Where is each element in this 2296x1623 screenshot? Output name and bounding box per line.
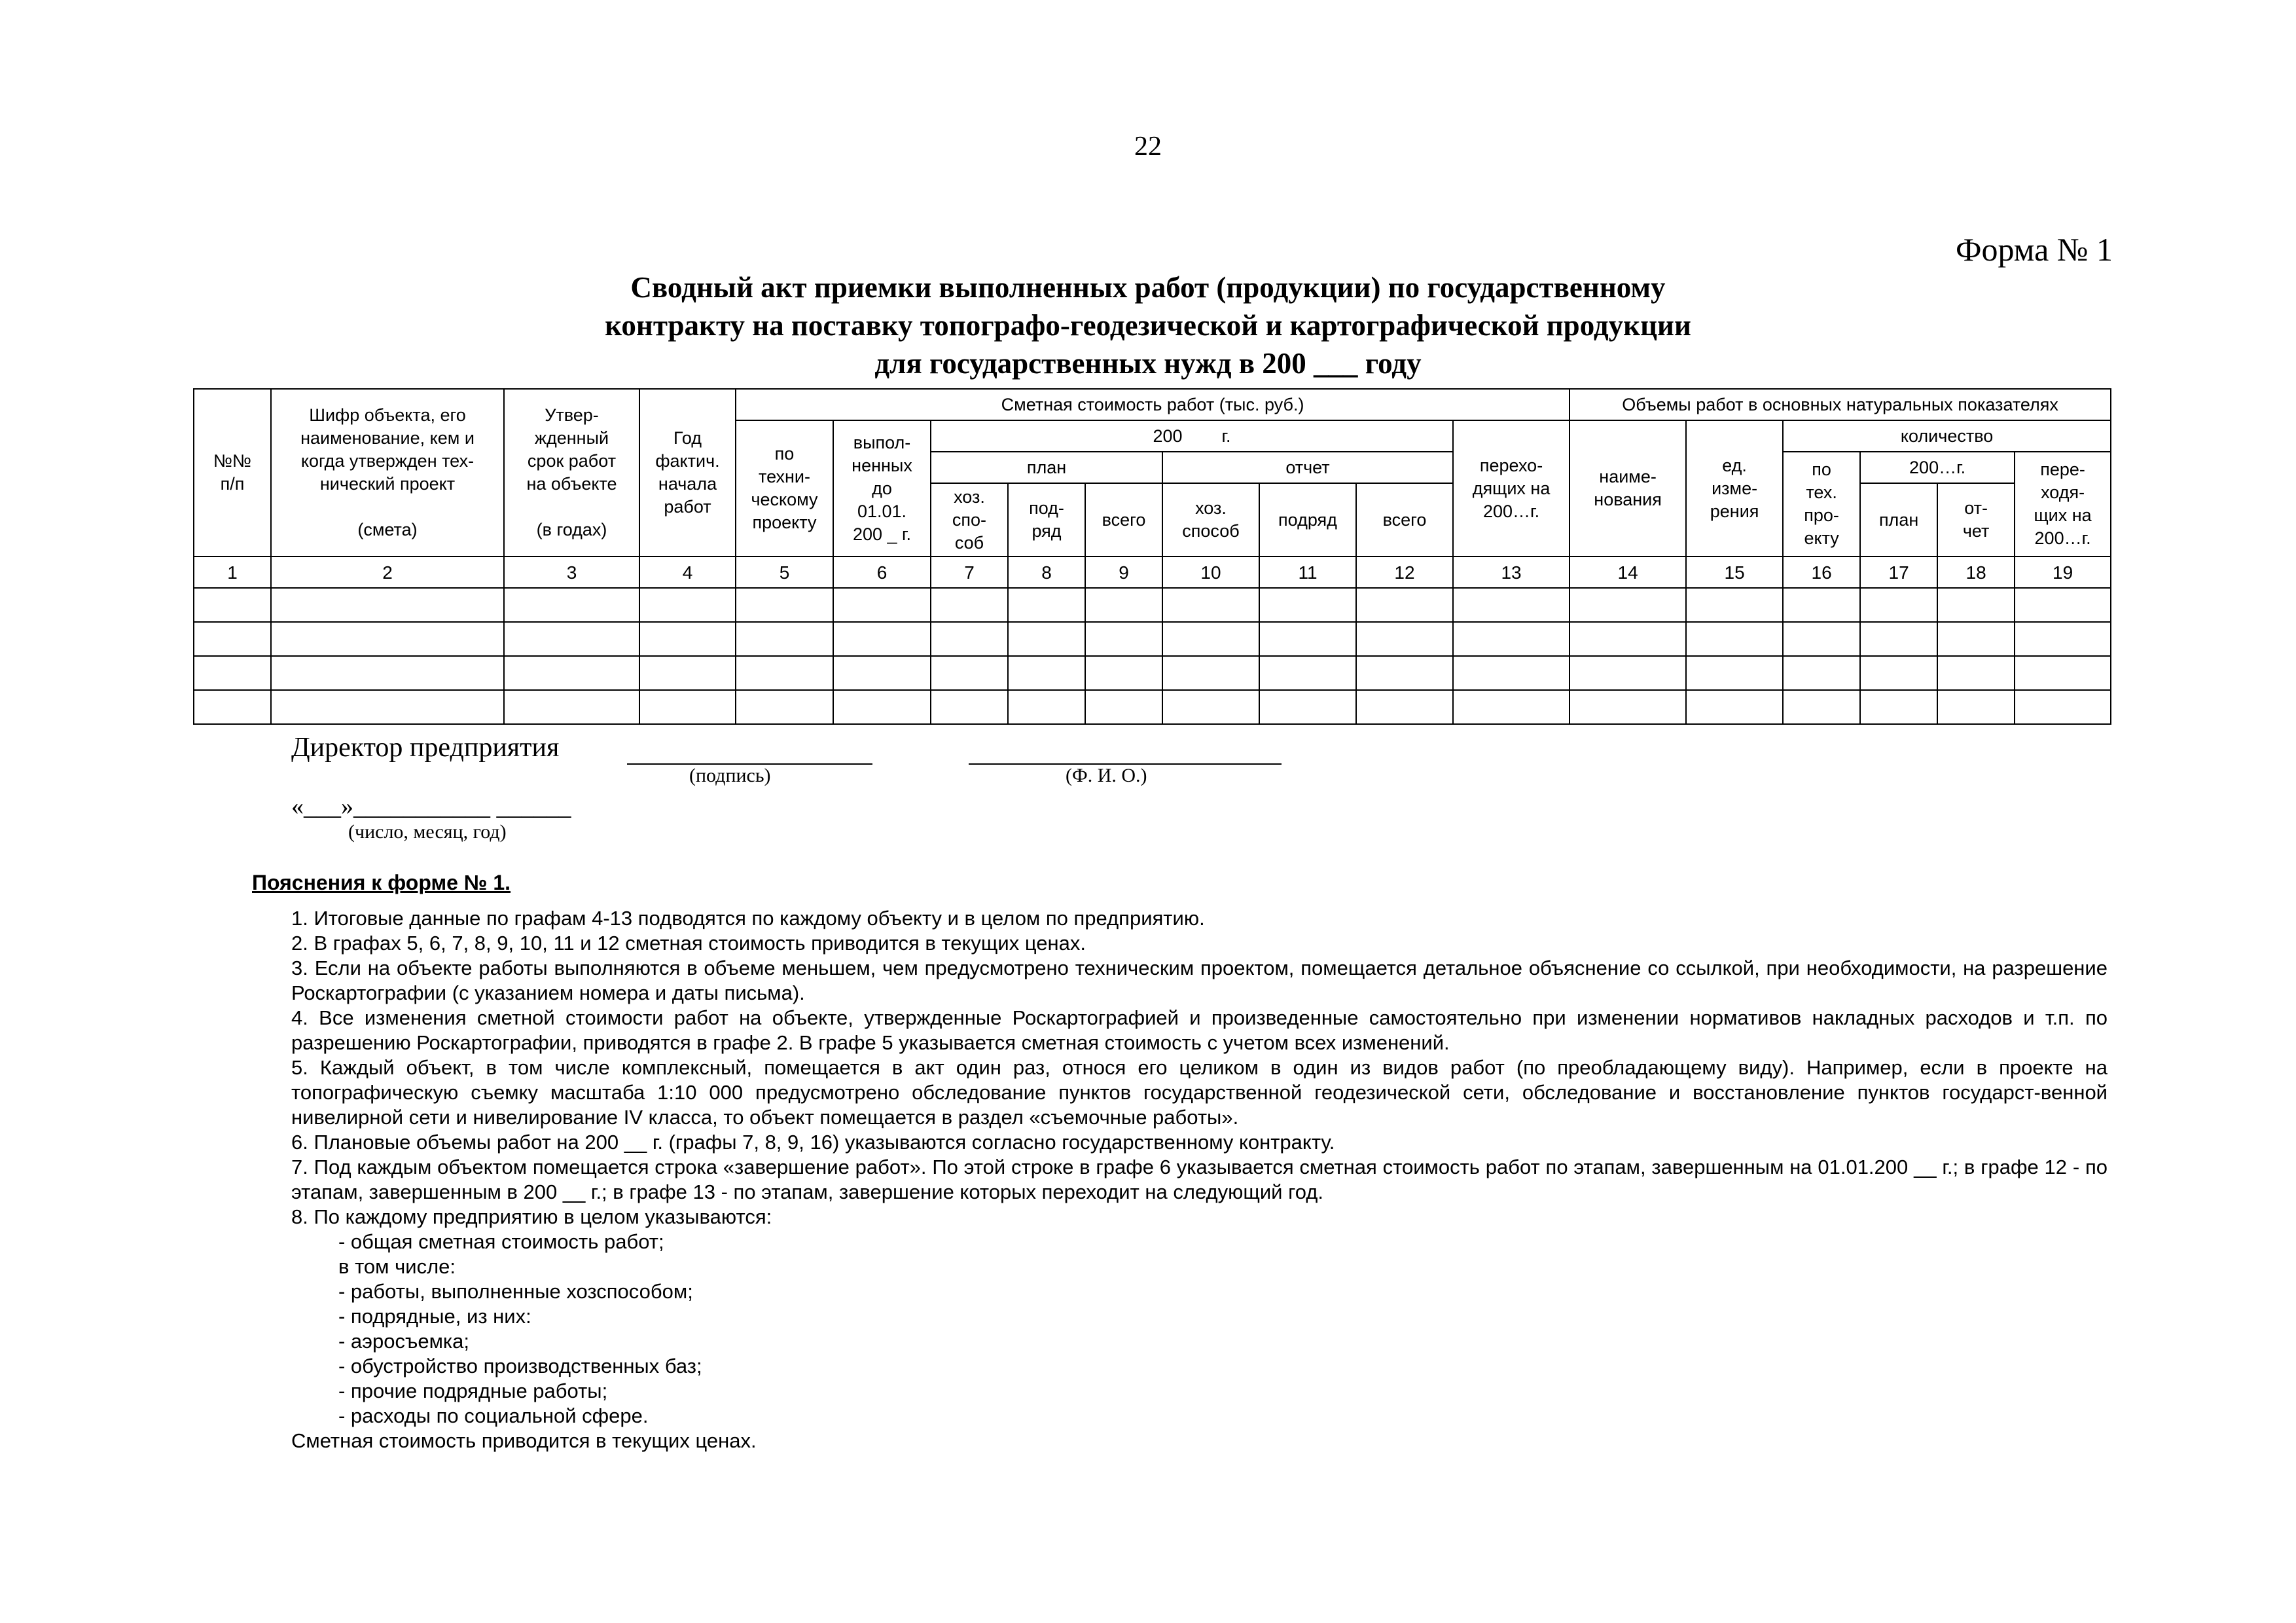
header-term: Утвер- жденный срок работ на объекте (в годах) bbox=[504, 389, 639, 556]
header-carry: перехо- дящих на 200…г. bbox=[1453, 420, 1570, 556]
col-num: 8 bbox=[1008, 556, 1085, 588]
col-num: 12 bbox=[1356, 556, 1453, 588]
note-item: 1. Итоговые данные по графам 4-13 подводятся по каждому объекту и в целом по предприятию. bbox=[291, 907, 1205, 930]
header-year-group: 200 г. bbox=[931, 420, 1453, 452]
header-qty-carry: пере- ходя- щих на 200…г. bbox=[2015, 452, 2111, 556]
note-sub-item: - обустройство производственных баз; bbox=[338, 1355, 702, 1377]
note-item: 3. Если на объекте работы выполняются в объеме меньшем, чем предусмотрено техническим проектом, помещается детальное объяснение со ссылкой, при необходимости, на разрешение Роскартографии (с указанием номера и даты письма). bbox=[291, 957, 2108, 1004]
note-item: 2. В графах 5, 6, 7, 8, 9, 10, 11 и 12 сметная стоимость приводится в текущих ценах. bbox=[291, 932, 1086, 955]
note-sub-item: - общая сметная стоимость работ; bbox=[338, 1230, 664, 1253]
header-start-year: Год фактич. начала работ bbox=[639, 389, 736, 556]
note-sub-item: - аэросъемка; bbox=[338, 1330, 470, 1353]
note-sub-item: - подрядные, из них: bbox=[338, 1305, 531, 1328]
col-num: 2 bbox=[271, 556, 504, 588]
note-sub-item: - прочие подрядные работы; bbox=[338, 1379, 608, 1402]
title-line-1: Сводный акт приемки выполненных работ (продукции) по государственному bbox=[630, 271, 1666, 304]
col-num: 14 bbox=[1570, 556, 1686, 588]
table-row bbox=[194, 690, 2111, 724]
document-title bbox=[0, 268, 2296, 382]
col-num: 6 bbox=[833, 556, 931, 588]
note-sub-item: - расходы по социальной сфере. bbox=[338, 1404, 649, 1427]
table-row bbox=[194, 656, 2111, 690]
header-name: наиме- нования bbox=[1570, 420, 1686, 556]
table-row bbox=[194, 588, 2111, 622]
header-unit: ед. изме- рения bbox=[1686, 420, 1783, 556]
header-plan-total: всего bbox=[1085, 483, 1162, 556]
col-num: 17 bbox=[1860, 556, 1937, 588]
note-item: 6. Плановые объемы работ на 200 __ г. (графы 7, 8, 9, 16) указываются согласно государственному контракту. bbox=[291, 1131, 1335, 1154]
note-item: 7. Под каждым объектом помещается строка «завершение работ». По этой строке в графе 6 указывается сметная стоимость работ по этапам, завершенным на 01.01.200 __ г.; в графе 12 - по этапам, завершенным в 200 __ г.; в графе 13 - по этапам, завершение которых переходит на следующий год. bbox=[291, 1156, 2108, 1203]
header-qty-group: количество bbox=[1783, 420, 2111, 452]
note-sub-item: в том числе: bbox=[338, 1255, 456, 1278]
header-qty-year: 200…г. bbox=[1860, 452, 2015, 483]
col-num: 1 bbox=[194, 556, 271, 588]
note-item: 5. Каждый объект, в том числе комплексный, помещается в акт один раз, относя его целиком в один из видов работ (по преобладающему виду). Например, если в проекте на топографическую съемку масштаба 1:10 000 предусмотрено обследование пунктов государственной геодезической сети, обследование и восстановление пунктов государст-венной нивелирной сети и нивелирование IV класса, то объект помещается в раздел «съемочные работы». bbox=[291, 1056, 2108, 1129]
fio-hint: (Ф. И. О.) bbox=[1066, 765, 1147, 786]
note-item: 4. Все изменения сметной стоимости работ на объекте, утвержденные Роскартографией и произведенные самостоятельно при изменении нормативов накладных расходов и т.п. по разрешению Роскартографии, приводятся в графе 2. В графе 5 указывается сметная стоимость с учетом всех изменений. bbox=[291, 1006, 2108, 1054]
header-plan: план bbox=[931, 452, 1162, 483]
header-report: отчет bbox=[1162, 452, 1453, 483]
note-item: 8. По каждому предприятию в целом указываются: bbox=[291, 1205, 772, 1228]
header-qty-plan: план bbox=[1860, 483, 1937, 556]
col-num: 16 bbox=[1783, 556, 1860, 588]
col-num: 4 bbox=[639, 556, 736, 588]
note-final: Сметная стоимость приводится в текущих ценах. bbox=[291, 1429, 757, 1452]
col-num: 19 bbox=[2015, 556, 2111, 588]
header-tech-project: по техни- ческому проекту bbox=[736, 420, 833, 556]
header-qty-tech: по тех. про- екту bbox=[1783, 452, 1860, 556]
notes-body bbox=[291, 906, 2108, 1453]
notes-title: Пояснения к форме № 1. bbox=[252, 871, 511, 894]
title-line-2: контракту на поставку топографо-геодезической и картографической продукции bbox=[605, 309, 1691, 342]
director-label: Директор предприятия bbox=[291, 733, 560, 763]
col-num: 13 bbox=[1453, 556, 1570, 588]
title-line-3: для государственных нужд в 200 ___ году bbox=[874, 347, 1422, 380]
col-num: 5 bbox=[736, 556, 833, 588]
header-done: выпол- ненных до 01.01. 200 _ г. bbox=[833, 420, 931, 556]
col-num: 9 bbox=[1085, 556, 1162, 588]
acceptance-table bbox=[193, 388, 2111, 725]
header-report-total: всего bbox=[1356, 483, 1453, 556]
col-num: 7 bbox=[931, 556, 1008, 588]
col-num: 18 bbox=[1937, 556, 2015, 588]
header-qty-report: от- чет bbox=[1937, 483, 2015, 556]
col-num: 15 bbox=[1686, 556, 1783, 588]
col-num: 3 bbox=[504, 556, 639, 588]
header-plan-podr: под- ряд bbox=[1008, 483, 1085, 556]
header-cost-group: Сметная стоимость работ (тыс. руб.) bbox=[736, 389, 1570, 420]
header-report-hoz: хоз. способ bbox=[1162, 483, 1259, 556]
page-number: 22 bbox=[1134, 132, 1162, 162]
form-label: Форма № 1 bbox=[1956, 231, 2113, 268]
header-no: №№ п/п bbox=[194, 389, 271, 556]
column-numbers-row bbox=[194, 556, 2111, 588]
note-sub-item: - работы, выполненные хозспособом; bbox=[338, 1280, 693, 1303]
header-cipher: Шифр объекта, его наименование, кем и когда утвержден тех- нический проект (смета) bbox=[271, 389, 504, 556]
header-volume-group: Объемы работ в основных натуральных показателях bbox=[1570, 389, 2111, 420]
header-report-podr: подряд bbox=[1259, 483, 1356, 556]
header-plan-hoz: хоз. спо- соб bbox=[931, 483, 1008, 556]
signature-hint: (подпись) bbox=[689, 765, 771, 786]
col-num: 11 bbox=[1259, 556, 1356, 588]
date-line: «___»___________ ______ bbox=[291, 793, 571, 820]
date-hint: (число, месяц, год) bbox=[348, 821, 507, 843]
col-num: 10 bbox=[1162, 556, 1259, 588]
table-row bbox=[194, 622, 2111, 656]
